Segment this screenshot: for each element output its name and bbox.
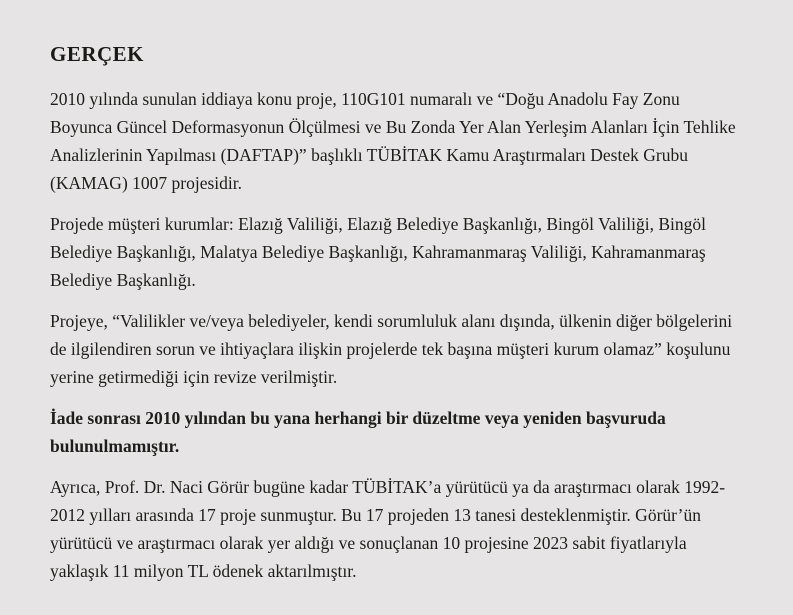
document-heading: GERÇEK [50, 42, 145, 66]
paragraph-gorur-project-history: Ayrıca, Prof. Dr. Naci Görür bugüne kadar TÜBİTAK’a yürütücü ya da araştırmacı olarak 1992-2012 yılları arasında 17 proje sunmuştur. Bu 17 projeden 13 tanesi desteklenmiştir. Görür’ün yürütücü ve araştırmacı olarak yer aldığı ve sonuçlanan 10 projesine 2023 sabit fiyatlarıyla yaklaşık 11 milyon TL ödenek aktarılmıştır. [50, 477, 726, 581]
paragraph-project-info: 2010 yılında sunulan iddiaya konu proje, 110G101 numaralı ve “Doğu Anadolu Fay Zonu Boyunca Güncel Deformasyonun Ölçülmesi ve Bu Zonda Yer Alan Yerleşim Alanları İçin Tehlike Analizlerinin Yapılması (DAFTAP)” başlıklı TÜBİTAK Kamu Araştırmaları Destek Grubu (KAMAG) 1007 projesidir. [50, 89, 736, 193]
paragraph-customer-institutions: Projede müşteri kurumlar: Elazığ Valiliği, Elazığ Belediye Başkanlığı, Bingöl Valiliği, Bingöl Belediye Başkanlığı, Malatya Belediye Başkanlığı, Kahramanmaraş Valiliği, Kahramanmaraş Belediye Başkanlığı. [50, 214, 706, 290]
paragraph-revision-reason: Projeye, “Valilikler ve/veya belediyeler, kendi sorumluluk alanı dışında, ülkenin diğer bölgelerini de ilgilendiren sorun ve ihtiyaçlara ilişkin projelerde tek başına müşteri kurum olamaz” koşulunu yerine getirmediği için revize verilmiştir. [50, 311, 733, 387]
paragraph-no-resubmission: İade sonrası 2010 yılından bu yana herhangi bir düzeltme veya yeniden başvuruda bulunulmamıştır. [50, 408, 666, 456]
